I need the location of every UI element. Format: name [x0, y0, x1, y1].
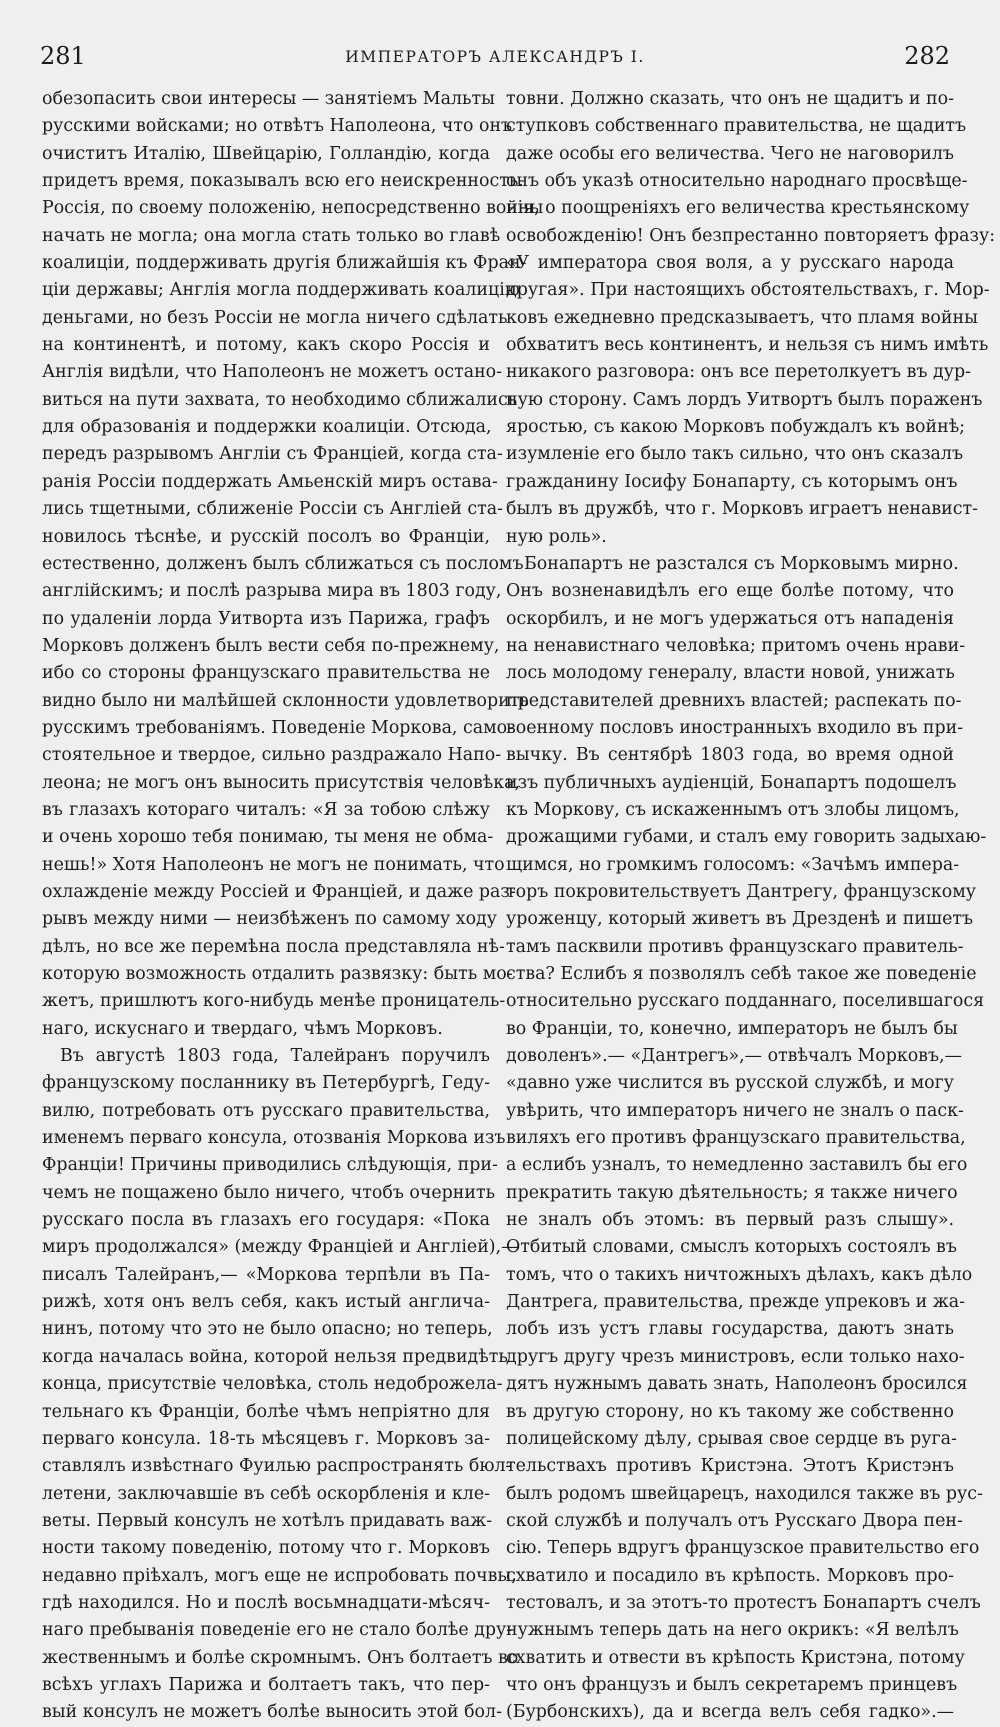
text-line: дѣлъ, но все же перемѣна посла представляла нѣ- [42, 936, 505, 957]
text-line: ную роль». [506, 526, 607, 547]
text-line: лись тщетными, сближеніе Россіи съ Англіей ста- [42, 499, 503, 520]
text-line: освобожденію! Онъ безпрестанно повторяетъ фразу: [506, 225, 996, 246]
text-line: ную сторону. Самъ лордъ Уитвортъ былъ пораженъ [506, 389, 983, 410]
text-line: оскорбилъ, и не могъ удержаться отъ нападенія [506, 608, 954, 629]
text-line: деньгами, но безъ Россіи не могла ничего сдѣлать [42, 307, 508, 328]
text-line: коалиціи, поддерживать другія ближайшія къ Фран- [42, 253, 527, 274]
text-line: нинъ, потому что это не было опасно; но теперь, [42, 1319, 493, 1340]
text-line: миръ продолжался» (между Франціей и Англіей),— [42, 1237, 519, 1258]
text-line: дятъ нужнымъ давать знать, Наполеонъ бросился [506, 1374, 968, 1395]
text-line: англійскимъ; и послѣ разрыва мира въ 1803 году, [42, 581, 502, 602]
text-line: стоятельное и твердое, сильно раздражало Напо- [42, 745, 502, 766]
text-line: ности такому поведенію, потому что г. Морковъ [42, 1538, 490, 1559]
text-line: придетъ время, показывалъ всю его неискренность. [42, 171, 524, 192]
text-line: былъ родомъ швейцарецъ, находился также въ рус- [506, 1483, 983, 1504]
text-line: французскому посланнику въ Петербургѣ, Геду- [42, 1073, 490, 1094]
text-line: тельствахъ противъ Кристэна. Этотъ Кристэнъ [506, 1456, 954, 1477]
text-line: уроженцу, который живетъ въ Дрезденѣ и пишетъ [506, 909, 974, 930]
text-line: новилось тѣснѣе, и русскій посолъ во Франціи, [42, 526, 490, 547]
text-line: чемъ не пощажено было ничего, чтобъ очернить [42, 1182, 496, 1203]
text-line: военному пословъ иностранныхъ входило въ при- [506, 717, 964, 738]
left-column [42, 86, 544, 1727]
text-line: былъ въ дружбѣ, что г. Морковъ играетъ ненавист- [506, 499, 979, 520]
text-line: никакого разговора: онъ все перетолкуетъ въ дур- [506, 362, 971, 383]
text-line: писалъ Талейранъ,— «Моркова терпѣли въ Па- [42, 1264, 490, 1285]
text-line: сію. Теперь вдругъ французское правительство его [506, 1538, 980, 1559]
text-line: гражданину Іосифу Бонапарту, съ которымъ онъ [506, 471, 958, 492]
page-number-left: 281 [40, 42, 86, 70]
text-line: русскаго посла въ глазахъ его государя: «Пока [42, 1210, 490, 1231]
text-line: товни. Должно сказать, что онъ не щадитъ и по- [506, 89, 954, 109]
text-line: перваго консула. 18-ть мѣсяцевъ г. Морковъ за- [42, 1428, 490, 1449]
text-line: ранія Россіи поддержать Амьенскій миръ оставa- [42, 471, 498, 492]
text-line: къ Моркову, съ искаженнымъ отъ злобы лицомъ, [506, 799, 960, 820]
text-line: жественнымъ и болѣе скромнымъ. Онъ болтаетъ во [42, 1647, 519, 1668]
text-line: ской службѣ и получалъ отъ Русскаго Двора пен- [506, 1510, 963, 1531]
text-line: что онъ французъ и былъ секретаремъ принцевъ [506, 1674, 958, 1695]
text-line: вый консулъ не можетъ болѣе выносить этой бол- [42, 1702, 502, 1723]
text-line: ставлялъ извѣстнаго Фуилью распространять бюл- [42, 1456, 512, 1477]
text-line: рывъ между ними — неизбѣженъ по самому ходу [42, 909, 497, 930]
text-line: лобъ изъ устъ главы государства, даютъ знать [506, 1319, 954, 1340]
text-line: наго пребыванія поведеніе его не стало болѣе дру- [42, 1620, 513, 1641]
text-line: Англія видѣли, что Наполеонъ не можетъ останo- [42, 362, 503, 383]
text-line: охлажденіе между Россіей и Франціей, и даже раз- [42, 881, 516, 902]
text-line: именемъ перваго консула, отозванія Моркова изъ [42, 1128, 506, 1149]
text-line: веты. Первый консулъ не хотѣлъ придавать важ- [42, 1510, 493, 1531]
text-line: въ другую сторону, но къ такому же собственно [506, 1401, 954, 1422]
text-line: русскимъ требованіямъ. Поведеніе Моркова, само- [42, 717, 513, 738]
text-line: онъ объ указѣ относительно народнаго просвѣще- [506, 171, 968, 192]
text-line: схватило и посадило въ крѣпость. Морковъ про- [506, 1565, 954, 1586]
text-line: Отбитый словами, смыслъ которыхъ состоялъ въ [506, 1237, 957, 1258]
text-line: а еслибъ узналъ, то немедленно заставилъ бы его [506, 1155, 968, 1176]
text-line: Въ августѣ 1803 года, Талейранъ поручилъ [60, 1046, 490, 1067]
text-line: гдѣ находился. Но и послѣ восьмнадцати-мѣсяч- [42, 1592, 490, 1613]
text-line: обезопасить свои интересы — занятіемъ Мальты [42, 89, 495, 109]
text-line: жетъ, пришлютъ кого-нибудь менѣе проницатель- [42, 991, 506, 1012]
text-line: схватить и отвести въ крѣпость Кристэна, потому [506, 1647, 965, 1668]
text-line: на континентѣ, и потому, какъ скоро Россія и [42, 335, 490, 356]
text-line: яростью, съ какою Морковъ побуждалъ къ войнѣ; [506, 417, 966, 438]
text-line: ціи державы; Англія могла поддерживать коалицію [42, 280, 520, 301]
text-line: Бонапартъ не разстался съ Морковымъ мирно. [524, 553, 959, 574]
text-line: обхватитъ весь континентъ, и нельзя съ нимъ имѣть [506, 335, 989, 356]
text-line: нешь!» Хотя Наполеонъ не могъ не понимать, что [42, 854, 505, 875]
text-line: виляхъ его противъ французскаго правительства, [506, 1128, 966, 1149]
text-line: конца, присутствіе человѣка, столь недоброжела- [42, 1374, 503, 1395]
text-line: «У императора своя воля, а у русскаго народа [506, 253, 954, 274]
text-line: во Франціи, то, конечно, императоръ не былъ бы [506, 1018, 958, 1039]
page-header [40, 40, 950, 76]
text-line: естественно, долженъ былъ сближаться съ посломъ [42, 553, 524, 574]
text-line: дрожащими губами, и сталъ ему говорить задыхаю- [506, 827, 987, 848]
text-line: изъ публичныхъ аудіенцій, Бонапартъ подошелъ [506, 772, 957, 793]
text-line: тестовалъ, и за этотъ-то протестъ Бонапартъ счелъ [506, 1592, 981, 1613]
text-line: прекратить такую дѣятельность; я также ничего [506, 1182, 958, 1203]
text-line: тамъ пасквили противъ французскаго правитель- [506, 936, 964, 957]
text-line: нія, о поощреніяхъ его величества крестьянскому [506, 198, 970, 219]
text-line: Франціи! Причины приводились слѣдующія, при- [42, 1155, 498, 1176]
text-line: полицейскому дѣлу, срывая свое сердце въ руга- [506, 1428, 957, 1449]
text-line: вилю, потребовать отъ русскаго правительства, [42, 1100, 490, 1121]
text-line: начать не могла; она могла стать только во главѣ [42, 225, 501, 246]
text-line: (Бурбонскихъ), да и всегда велъ себя гадко».— [506, 1702, 954, 1723]
text-line: ступковъ собственнаго правительства, не щадитъ [506, 116, 967, 137]
text-line: томъ, что о такихъ ничтожныхъ дѣлахъ, какъ дѣло [506, 1264, 973, 1285]
text-line: по удаленіи лорда Уитворта изъ Парижа, графъ [42, 608, 490, 629]
text-line: которую возможность отдалить развязку: быть мо- [42, 964, 513, 984]
text-line: когда началась война, которой нельзя предвидѣть [42, 1346, 508, 1367]
text-line: другъ другу чрезъ министровъ, если только нахо- [506, 1346, 965, 1367]
text-line: наго, искуснаго и твердаго, чѣмъ Морковъ. [42, 1018, 443, 1039]
text-line: леона; не могъ онъ выносить присутствія человѣка, [42, 772, 521, 793]
text-line: ства? Еслибъ я позволялъ себѣ такое же поведеніе [506, 964, 977, 984]
text-line: представителей древнихъ властей; распекать по- [506, 690, 962, 711]
page-number-right: 282 [904, 42, 950, 70]
text-line: Дантрега, правительства, прежде упрековъ и жа- [506, 1292, 966, 1313]
text-line: для образованія и поддержки коалиціи. Отсюда, [42, 417, 492, 438]
text-line: ковъ ежедневно предсказываетъ, что пламя войны [506, 307, 978, 328]
text-line: очиститъ Италію, Швейцарію, Голландію, когда [42, 143, 490, 164]
text-line: «давно уже числится въ русской службѣ, и могу [506, 1073, 954, 1094]
text-line: Морковъ долженъ былъ вести себя по-прежнему, [42, 635, 500, 656]
text-line: увѣрить, что императоръ ничего не зналъ о паск- [506, 1100, 964, 1121]
text-line: изумленіе его было такъ сильно, что онъ сказалъ [506, 444, 964, 465]
text-line: Россія, по своему положенію, непосредственно войны [42, 198, 544, 219]
right-column [506, 86, 996, 1727]
text-line: русскими войсками; но отвѣтъ Наполеона, что онъ [42, 116, 513, 137]
text-line: нужнымъ теперь дать на него окрикъ: «Я велѣлъ [506, 1620, 959, 1641]
text-line: всѣхъ углахъ Парижа и болтаетъ такъ, что пер- [42, 1674, 490, 1695]
text-line: Онъ возненавидѣлъ его еще болѣе потому, что [506, 581, 954, 602]
text-line: тельнаго къ Франціи, болѣе чѣмъ непріятно для [42, 1401, 490, 1422]
text-line: рижѣ, хотя онъ велъ себя, какъ истый англича- [42, 1292, 490, 1313]
text-line: летени, заключавшіе въ себѣ оскорбленія и кле- [42, 1483, 490, 1504]
running-title: ИМПЕРАТОРЪ АЛЕКСАНДРЪ I. [345, 48, 645, 66]
text-line: не зналъ объ этомъ: въ первый разъ слышу». [506, 1210, 954, 1231]
text-line: лось молодому генералу, власти новой, унижать [506, 663, 955, 684]
text-line: виться на пути захвата, то необходимо сближались [42, 389, 518, 410]
text-line: вычку. Въ сентябрѣ 1803 года, во время одной [506, 745, 954, 766]
text-line: и очень хорошо тебя понимаю, ты меня не обма- [42, 827, 494, 848]
text-line: торъ покровительствуетъ Дантрегу, французскому [506, 881, 977, 902]
text-line: другая». При настоящихъ обстоятельствахъ, г. Мор- [506, 280, 990, 301]
text-line: видно было ни малѣйшей склонности удовлетворить [42, 690, 529, 711]
text-line: ибо со стороны французскаго правительства не [42, 663, 490, 684]
text-line: щимся, но громкимъ голосомъ: «Зачѣмъ импера- [506, 854, 960, 875]
text-line: въ глазахъ котораго читалъ: «Я за тобою слѣжу [42, 799, 490, 820]
text-line: относительно русскаго подданнаго, поселившагося [506, 991, 985, 1012]
text-line: недавно пріѣхалъ, могъ еще не испробовать почвы, [42, 1565, 517, 1586]
text-line: передъ разрывомъ Англіи съ Франціей, когда ста- [42, 444, 503, 465]
text-line: доволенъ».— «Дантрегъ»,— отвѣчалъ Морковъ,— [506, 1046, 962, 1067]
text-line: даже особы его величества. Чего не наговорилъ [506, 143, 954, 164]
text-line: на ненавистнаго человѣка; притомъ очень нрави- [506, 635, 966, 656]
